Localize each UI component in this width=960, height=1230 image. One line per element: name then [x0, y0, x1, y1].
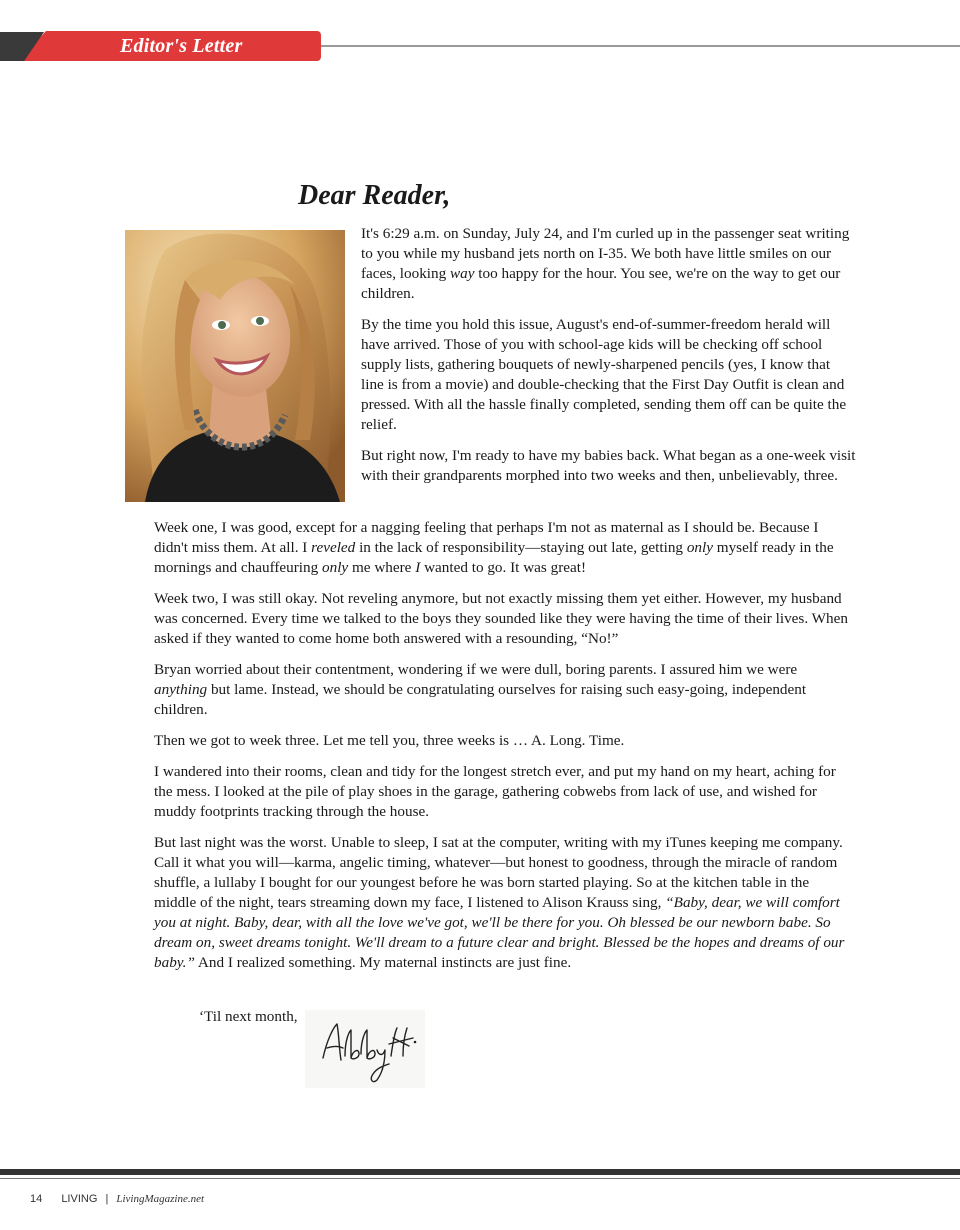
handwritten-signature [305, 1010, 425, 1088]
body-paragraph [154, 833, 854, 973]
text-run: Then we got to week three. Let me tell you, three weeks is … A. Long. Time. [154, 732, 625, 749]
text-run: in the lack of responsibility—staying out late, getting [355, 539, 687, 556]
text-run: Bryan worried about their contentment, wondering if we were dull, boring parents. I assured him we were [154, 661, 798, 678]
text-run: Week two, I was still okay. Not reveling anymore, but not exactly missing them yet either. However, my husband was concerned. Every time we talked to the boys they sounded like they were having the time of their lives. When asked if they wanted to come home both answered with a resounding, “No!” [154, 590, 848, 647]
editor-portrait [125, 230, 345, 502]
italic-text: only [322, 559, 349, 576]
text-run: me where [348, 559, 416, 576]
italic-text: only [686, 539, 713, 556]
footer-bar [0, 1169, 960, 1175]
signoff: ‘Til next month, [199, 1008, 298, 1025]
intro-paragraphs [361, 224, 856, 497]
italic-text: anything [154, 681, 208, 698]
text-run: but lame. Instead, we should be congratulating ourselves for raising such easy-going, independent children. [154, 681, 807, 718]
italic-text: reveled [311, 539, 356, 556]
italic-text: way [450, 265, 475, 282]
footer-rule [0, 1178, 960, 1179]
italic-text: I [415, 559, 421, 576]
page-number: 14 [30, 1193, 43, 1205]
header-rule [300, 45, 960, 47]
footer-separator: | [105, 1193, 109, 1205]
body-paragraphs [154, 518, 854, 984]
text-run: I wandered into their rooms, clean and tidy for the longest stretch ever, and put my hand on my heart, aching for the mess. I looked at the pile of play shoes in the garage, gathering cobwebs from lack of use, and wished for muddy footprints tracking through the house. [154, 763, 836, 820]
body-paragraph [154, 518, 854, 578]
intro-paragraph [361, 315, 856, 435]
website-link[interactable]: LivingMagazine.net [116, 1193, 205, 1205]
body-paragraph [154, 762, 854, 822]
salutation: Dear Reader, [298, 180, 451, 211]
body-paragraph [154, 731, 854, 751]
text-run: Week one, I was good, except for a nagging feeling that perhaps I'm not as maternal as I should be. Because I didn't miss them. At all. I [154, 519, 819, 556]
intro-paragraph [361, 446, 856, 486]
body-paragraph [154, 589, 854, 649]
text-run: wanted to go. It was great! [420, 559, 587, 576]
text-run: myself ready in the mornings and chauffeuring [154, 539, 834, 576]
section-label: Editor's Letter [120, 35, 243, 57]
italic-text: “Baby, dear, we will comfort you at night. Baby, dear, with all the love we've got, we'll be there for you. Oh blessed be our newborn babe. So dream on, sweet dreams tonight. We'll dream to a future clear and bright. Blessed be the hopes and dreams of our baby.” [154, 894, 845, 971]
body-paragraph [154, 660, 854, 720]
text-run: It's 6:29 a.m. on Sunday, July 24, and I'm curled up in the passenger seat writing to you while my husband jets north on I-35. We both have little smiles on our faces, looking [361, 225, 850, 282]
text-run: But last night was the worst. Unable to sleep, I sat at the computer, writing with my iTunes keeping me company. Call it what you will—karma, angelic timing, whatever—but honest to goodness, through the miracle of random shuffle, a lullaby I bought for our youngest before he was born started playing. So at the kitchen table in the middle of the night, tears streaming down my face, I listened to Alison Krauss sing, [154, 834, 843, 911]
text-run: But right now, I'm ready to have my babies back. What began as a one-week visit with their grandparents morphed into two weeks and then, unbelievably, three. [361, 447, 856, 484]
page-footer [30, 1193, 204, 1205]
intro-paragraph [361, 224, 856, 304]
magazine-name: LIVING [61, 1193, 98, 1205]
text-run: And I realized something. My maternal instincts are just fine. [194, 954, 572, 971]
text-run: too happy for the hour. You see, we're on the way to get our children. [361, 265, 841, 302]
text-run: By the time you hold this issue, August's end-of-summer-freedom herald will have arrived. Those of you with school-age kids will be checking off school supply lists, gathering bouquets of newly-sharpened pencils (yes, I know that line is from a movie) and double-checking that the First Day Outfit is clean and pressed. With all the hassle finally completed, sending them off can be quite the relief. [361, 316, 847, 433]
